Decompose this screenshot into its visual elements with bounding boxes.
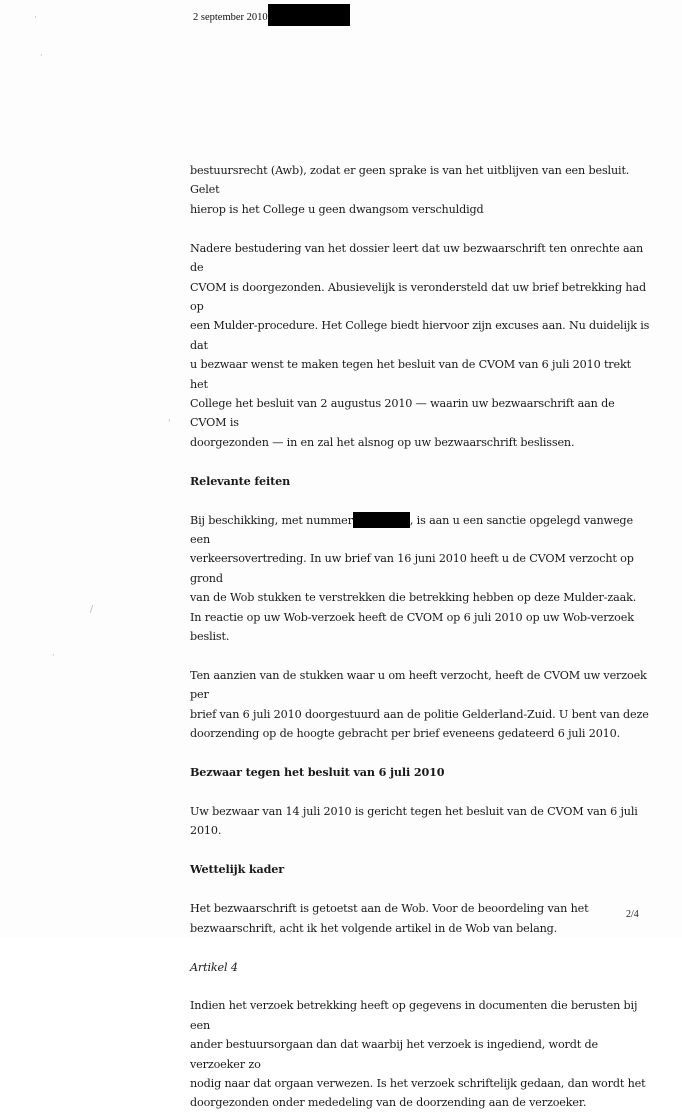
body-line: Het bezwaarschrift is getoetst aan de Wob. Voor de beoordeling van het xyxy=(190,902,589,916)
body-line: bestuursrecht (Awb), zodat er geen sprake is van het uitblijven van een besluit. Gelet xyxy=(190,164,630,197)
body-line: Indien het verzoek betrekking heeft op gegevens in documenten die berusten bij een xyxy=(190,999,638,1032)
body-line: brief van 6 juli 2010 doorgestuurd aan de politie Gelderland-Zuid. U bent van deze xyxy=(190,707,649,721)
body-line: Uw bezwaar van 14 juli 2010 is gericht tegen het besluit van de CVOM van 6 juli 2010. xyxy=(190,804,638,838)
section-heading-bezwaar: Bezwaar tegen het besluit van 6 juli 2010 xyxy=(190,765,445,780)
article-label: Artikel 4 xyxy=(190,960,238,974)
redaction-bar xyxy=(268,4,350,26)
body-line xyxy=(190,511,652,550)
body-text: , is aan u een sanctie opgelegd vanwege een xyxy=(190,513,633,546)
letter-body xyxy=(190,161,652,1113)
body-line: bezwaarschrift, acht ik het volgende artikel in de Wob van belang. xyxy=(190,921,558,935)
body-text: Bij beschikking, met nummer xyxy=(190,513,353,527)
body-line: van de Wob stukken te verstrekken die betrekking hebben op deze Mulder-zaak. xyxy=(190,591,637,605)
body-line: een Mulder-procedure. Het College biedt hiervoor zijn excuses aan. Nu duidelijk is dat xyxy=(190,319,650,352)
body-line: doorgezonden — in en zal het alsnog op uw bezwaarschrift beslissen. xyxy=(190,435,575,449)
redaction-bar xyxy=(353,512,410,528)
body-line: beslist. xyxy=(190,630,230,644)
scan-speck: · xyxy=(52,651,55,661)
body-line: College het besluit van 2 augustus 2010 — waarin uw bezwaarschrift aan de CVOM is xyxy=(190,396,615,430)
body-line: hierop is het College u geen dwangsom verschuldigd xyxy=(190,202,484,216)
body-line: doorzending op de hoogte gebracht per brief eveneens gedateerd 6 juli 2010. xyxy=(190,727,621,741)
letter-date: 2 september 2010 xyxy=(193,12,268,23)
body-line: doorgezonden onder mededeling van de doorzending aan de verzoeker. xyxy=(190,1096,587,1110)
scan-speck: / xyxy=(90,605,94,615)
scan-speck: · xyxy=(40,51,43,61)
scan-speck: · xyxy=(34,13,37,23)
body-line: ander bestuursorgaan dan dat waarbij het verzoek is ingediend, wordt de verzoeker zo xyxy=(190,1038,598,1071)
body-line: Nadere bestudering van het dossier leert dat uw bezwaarschrift ten onrechte aan de xyxy=(190,241,644,275)
body-line: In reactie op uw Wob-verzoek heeft de CVOM op 6 juli 2010 op uw Wob-verzoek xyxy=(190,610,634,624)
body-line: CVOM is doorgezonden. Abusievelijk is verondersteld dat uw brief betrekking had op xyxy=(190,280,646,313)
section-heading-wettelijk-kader: Wettelijk kader xyxy=(190,862,285,877)
body-line: Ten aanzien van de stukken waar u om heeft verzocht, heeft de CVOM uw verzoek per xyxy=(190,668,647,702)
scan-speck: ' xyxy=(168,419,171,429)
body-line: nodig naar dat orgaan verwezen. Is het verzoek schriftelijk gedaan, dan wordt het xyxy=(190,1077,646,1091)
body-line: u bezwaar wenst te maken tegen het besluit van de CVOM van 6 juli 2010 trekt het xyxy=(190,358,631,391)
body-line: verkeersovertreding. In uw brief van 16 juni 2010 heeft u de CVOM verzocht op grond xyxy=(190,552,634,585)
section-heading-relevante-feiten: Relevante feiten xyxy=(190,473,291,488)
page-number: 2/4 xyxy=(626,909,639,920)
